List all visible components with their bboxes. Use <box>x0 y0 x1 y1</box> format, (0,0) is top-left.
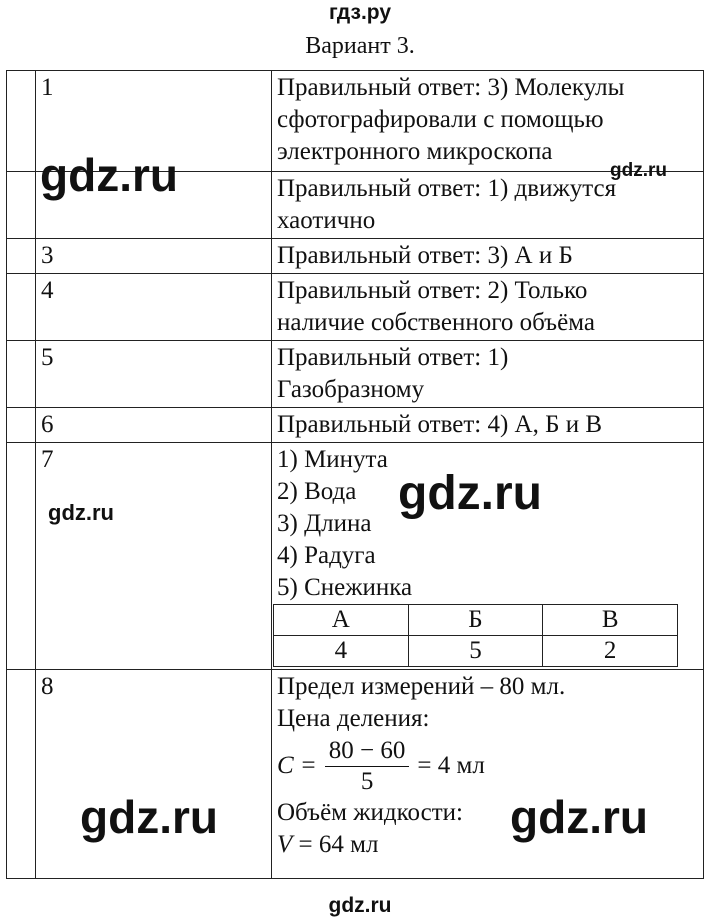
match-header: В <box>543 605 678 636</box>
answer-line: 3) Длина <box>277 510 372 537</box>
question-number: 8 <box>36 670 272 879</box>
match-value-row <box>274 636 678 667</box>
volume-lhs: V <box>277 831 293 858</box>
watermark: gdz.ru <box>40 149 178 201</box>
match-value: 2 <box>543 636 678 667</box>
answer-line: Правильный ответ: 2) Только <box>277 277 588 304</box>
formula-fraction <box>325 736 410 797</box>
formula-numerator: 80 − 60 <box>325 736 410 767</box>
watermark: gdz.ru <box>48 500 114 525</box>
match-header-row <box>274 605 678 636</box>
variant-title: Вариант 3. <box>305 33 415 59</box>
site-footer: gdz.ru <box>328 894 392 917</box>
answer-row-4 <box>7 274 704 341</box>
answer-row-8 <box>7 670 704 879</box>
answer-text <box>272 274 704 341</box>
empty-cell <box>7 71 36 172</box>
division-formula <box>277 735 699 797</box>
answer-text <box>272 670 704 879</box>
empty-cell <box>7 239 36 274</box>
watermark: gdz.ru <box>398 467 542 520</box>
answer-line: Газобразному <box>277 376 425 403</box>
match-header: Б <box>408 605 543 636</box>
match-value: 5 <box>408 636 543 667</box>
empty-cell <box>7 443 36 670</box>
answer-line: наличие собственного объёма <box>277 309 595 336</box>
answer-row-3 <box>7 239 704 274</box>
volume-rhs: = 64 мл <box>298 831 379 858</box>
answer-line: Правильный ответ: 3) Молекулы <box>277 74 625 101</box>
measurement-limit: Предел измерений – 80 мл. <box>277 673 566 700</box>
answer-line: 5) Снежинка <box>277 574 413 601</box>
formula-rhs: = 4 мл <box>417 752 485 779</box>
answer-line: 1) Минута <box>277 446 388 473</box>
match-value: 4 <box>274 636 409 667</box>
answer-row-5 <box>7 341 704 408</box>
match-header: А <box>274 605 409 636</box>
question-number: 4 <box>36 274 272 341</box>
answer-line: Правильный ответ: 1) движутся <box>277 175 617 202</box>
watermark: gdz.ru <box>610 160 667 181</box>
answer-line: Правильный ответ: 3) А и Б <box>277 242 573 269</box>
question-number: 7 <box>36 443 272 670</box>
answer-line: Правильный ответ: 1) <box>277 344 509 371</box>
volume-label: Объём жидкости: <box>277 799 463 826</box>
empty-cell <box>7 670 36 879</box>
answer-row-7 <box>7 443 704 670</box>
answer-line: сфотографировали с помощью <box>277 106 604 133</box>
answer-text <box>272 408 704 443</box>
formula-denominator: 5 <box>360 767 374 795</box>
watermark: gdz.ru <box>510 791 648 843</box>
watermark: gdz.ru <box>80 791 218 843</box>
answer-text <box>272 239 704 274</box>
answer-line: хаотично <box>277 207 376 234</box>
answer-text <box>272 341 704 408</box>
division-label: Цена деления: <box>277 705 430 732</box>
site-title: гдз.ру <box>328 1 392 24</box>
answer-line: 4) Радуга <box>277 542 376 569</box>
answer-line: Правильный ответ: 4) А, Б и В <box>277 411 603 438</box>
empty-cell <box>7 274 36 341</box>
empty-cell <box>7 408 36 443</box>
question-number: 3 <box>36 239 272 274</box>
answer-line: 2) Вода <box>277 478 357 505</box>
match-table <box>273 604 678 667</box>
answer-line: электронного микроскопа <box>277 138 553 165</box>
answer-text <box>272 71 704 172</box>
formula-lhs: C = <box>277 752 317 779</box>
question-number: 6 <box>36 408 272 443</box>
answer-row-6 <box>7 408 704 443</box>
question-number: 5 <box>36 341 272 408</box>
question-number: 1 <box>36 71 272 172</box>
empty-cell <box>7 172 36 239</box>
empty-cell <box>7 341 36 408</box>
